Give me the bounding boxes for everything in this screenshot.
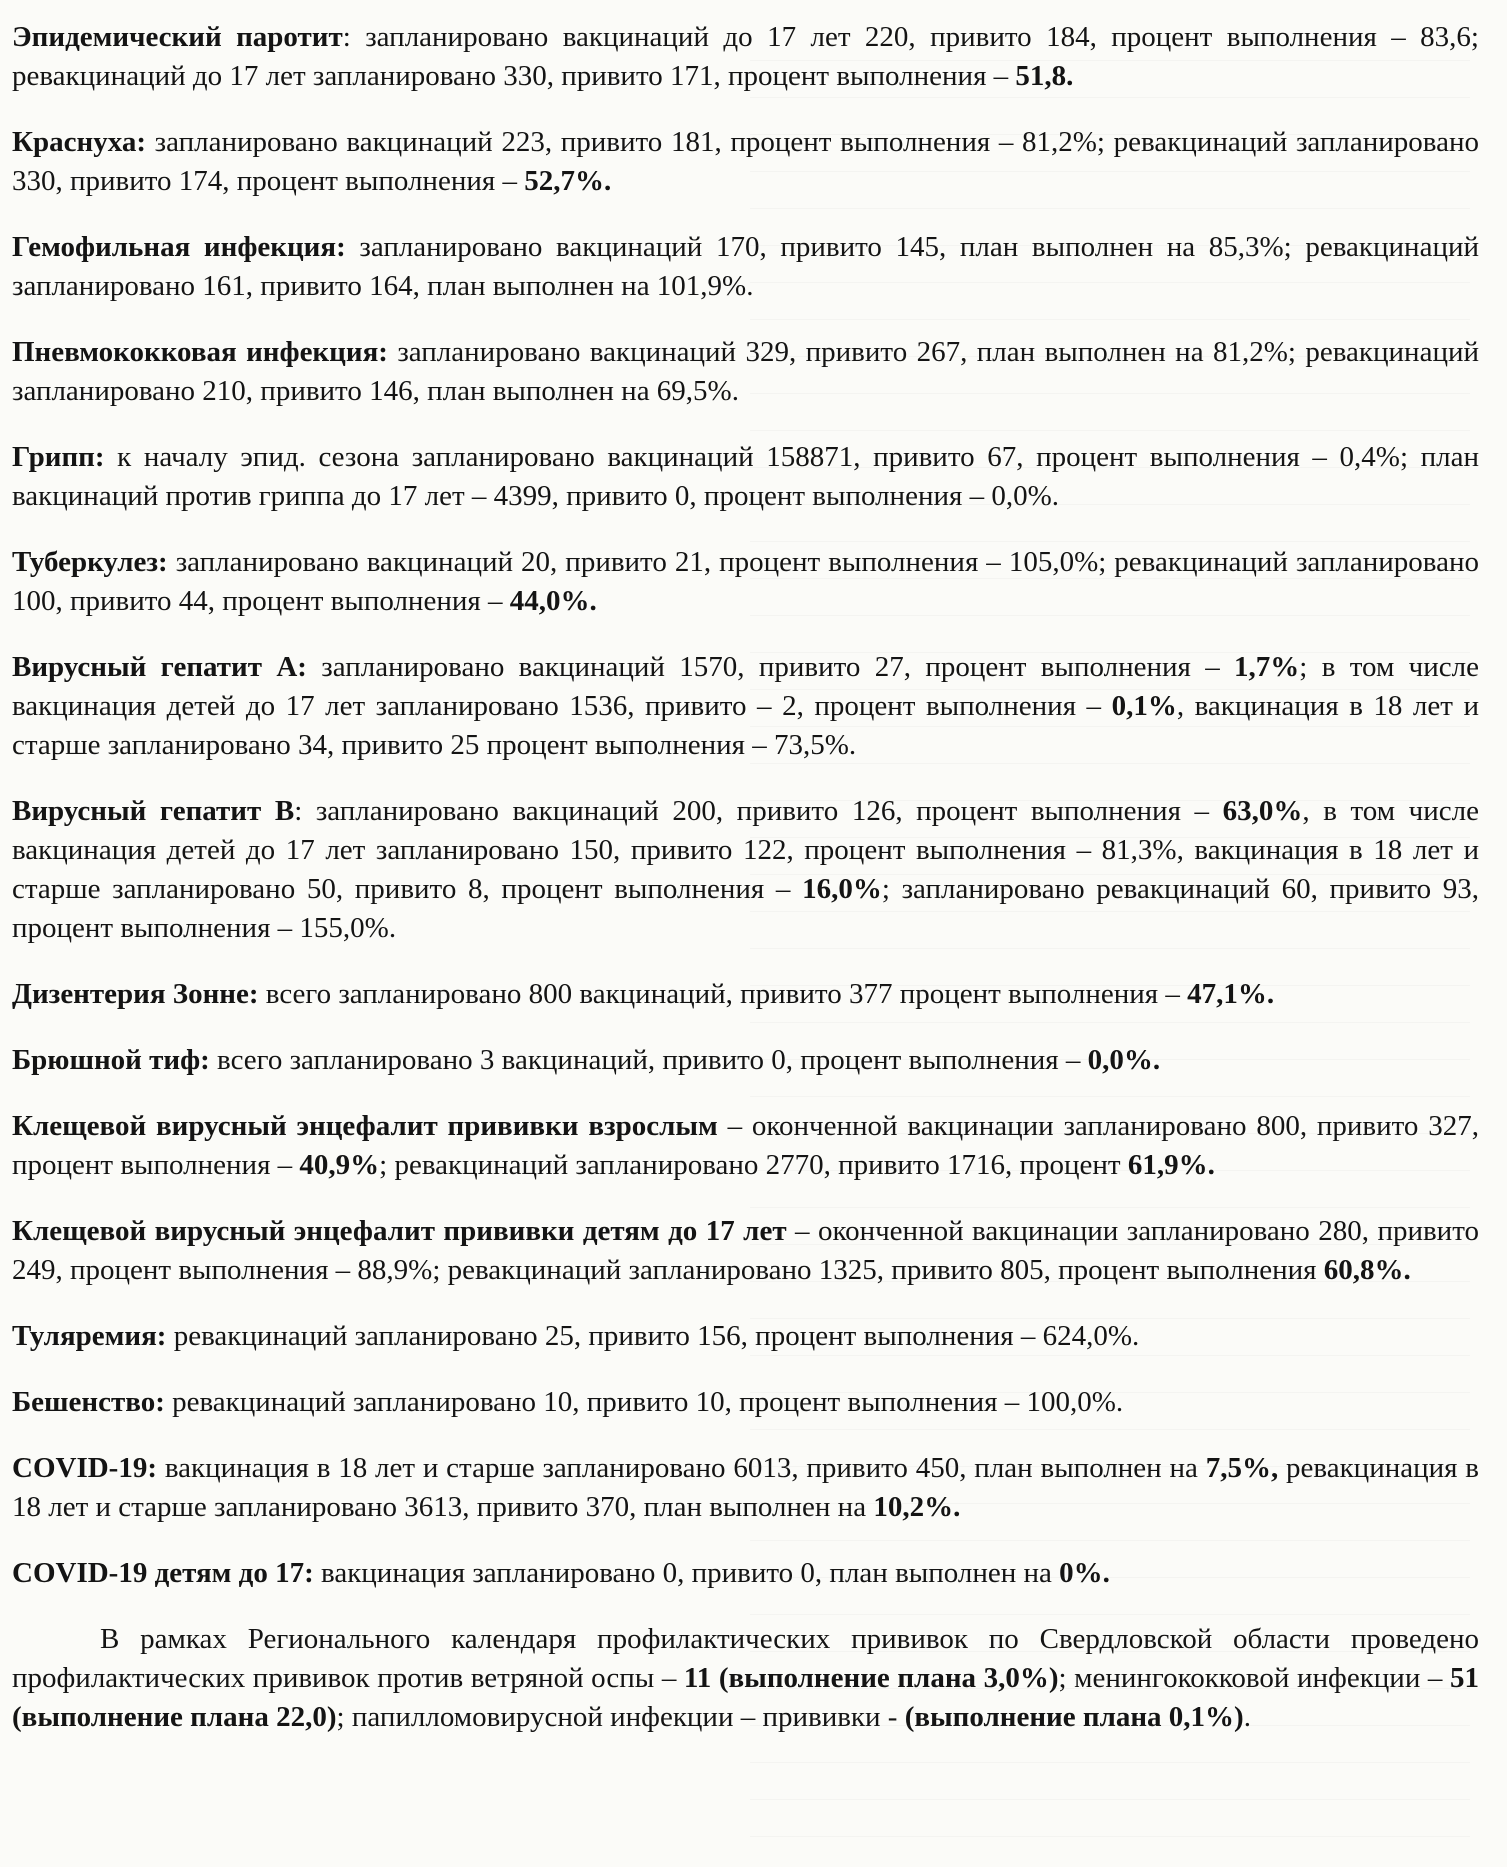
bold-text-run: 11 (выполнение плана 3,0%) (683, 1662, 1059, 1694)
bold-text-run: Вирусный гепатит А: (12, 651, 307, 683)
bold-text-run: Клещевой вирусный энцефалит прививки взрослым (12, 1110, 718, 1142)
bold-text-run: Дизентерия Зонне: (12, 978, 259, 1010)
text-run: – оконченной вакцинации запланировано 280, привито 249, процент выполнения – 88,9%; ревакцинаций запланировано 1325, привито 805, процент выполнения (12, 1215, 1479, 1286)
bold-text-run: Вирусный гепатит В (12, 795, 295, 827)
text-run: всего запланировано 800 вакцинаций, привито 377 процент выполнения – (258, 978, 1188, 1010)
vaccination-paragraph (12, 792, 1479, 948)
bold-text-run: 16,0% (802, 873, 882, 905)
bold-text-run: 0,0%. (1087, 1044, 1161, 1076)
text-run: ревакцинаций запланировано 10, привито 10, процент выполнения – 100,0%. (164, 1386, 1124, 1418)
text-run: ; ревакцинаций запланировано 2770, привито 1716, процент (379, 1149, 1128, 1181)
text-run: вакцинация запланировано 0, привито 0, план выполнен на (313, 1557, 1060, 1589)
bold-text-run: 44,0%. (509, 585, 597, 617)
text-run: В рамках Регионального календаря профилактических прививок по Свердловской области проведено профилактических прививок против ветряной оспы – (12, 1623, 1479, 1694)
bold-text-run: Пневмококковая инфекция: (12, 336, 388, 368)
vaccination-paragraph (12, 1212, 1479, 1290)
bold-text-run: Брюшной тиф: (12, 1044, 210, 1076)
vaccination-paragraph (12, 438, 1479, 516)
bold-text-run: 0,1% (1111, 690, 1177, 722)
bold-text-run: (выполнение плана 0,1%) (904, 1701, 1244, 1733)
text-run: к началу эпид. сезона запланировано вакцинаций 158871, привито 67, процент выполнения – 0,4%; план вакцинаций против гриппа до 17 лет – 4399, привито 0, процент выполнения – 0,0%. (12, 441, 1479, 512)
bold-text-run: COVID-19: (12, 1452, 157, 1484)
vaccination-paragraph (12, 123, 1479, 201)
bold-text-run: Краснуха: (12, 126, 147, 158)
text-run: . (1243, 1701, 1251, 1733)
vaccination-paragraph (12, 975, 1479, 1014)
vaccination-paragraph (12, 1449, 1479, 1527)
text-run: всего запланировано 3 вакцинаций, привито 0, процент выполнения – (209, 1044, 1088, 1076)
text-run: ; запланировано ревакцинаций 60, привито 93, процент выполнения – 155,0%. (12, 873, 1479, 944)
bold-text-run: Бешенство: (12, 1386, 165, 1418)
bold-text-run: 51,8. (1015, 60, 1074, 92)
bold-text-run: COVID-19 детям до 17: (12, 1557, 314, 1589)
vaccination-paragraph (12, 1107, 1479, 1185)
bold-text-run: 1,7% (1234, 651, 1300, 683)
vaccination-paragraph (12, 1317, 1479, 1356)
text-run: ревакцинаций запланировано 25, привито 156, процент выполнения – 624,0%. (166, 1320, 1140, 1352)
vaccination-paragraph (12, 1383, 1479, 1422)
regional-calendar-paragraph (12, 1620, 1479, 1737)
bold-text-run: 63,0% (1222, 795, 1303, 827)
bold-text-run: 40,9% (299, 1149, 380, 1181)
text-run: , в том числе вакцинация детей до 17 лет запланировано 150, привито 122, процент выполнения – 81,3%, вакцинация в 18 лет и старше запланировано 50, привито 8, процент выполнения – (12, 795, 1479, 905)
vaccination-paragraph (12, 648, 1479, 765)
text-run: вакцинация в 18 лет и старше запланировано 6013, привито 450, план выполнен на (157, 1452, 1206, 1484)
bold-text-run: Туляремия: (12, 1320, 167, 1352)
bold-text-run: Гемофильная инфекция: (12, 231, 346, 263)
text-run: : запланировано вакцинаций до 17 лет 220, привито 184, процент выполнения – 83,6; ревакцинаций до 17 лет запланировано 330, привито 171, процент выполнения – (12, 21, 1479, 92)
bold-text-run: Клещевой вирусный энцефалит прививки детям до 17 лет (12, 1215, 787, 1247)
bold-text-run: 7,5%, (1205, 1452, 1279, 1484)
vaccination-paragraph (12, 1041, 1479, 1080)
bold-text-run: 61,9%. (1127, 1149, 1215, 1181)
text-run: ; менингококковой инфекции – (1058, 1662, 1450, 1694)
text-run: ; в том числе вакцинация детей до 17 лет запланировано 1536, привито – 2, процент выполнения – (12, 651, 1479, 722)
text-run: запланировано вакцинаций 329, привито 267, план выполнен на 81,2%; ревакцинаций запланировано 210, привито 146, план выполнен на 69,5%. (12, 336, 1480, 407)
text-run: ; папилломовирусной инфекции – прививки - (336, 1701, 905, 1733)
bold-text-run: 51 (выполнение плана 22,0) (12, 1662, 1479, 1733)
bold-text-run: 10,2%. (873, 1491, 961, 1523)
bold-text-run: Туберкулез: (12, 546, 168, 578)
bold-text-run: 0%. (1059, 1557, 1110, 1589)
bold-text-run: 60,8%. (1323, 1254, 1411, 1286)
vaccination-paragraph (12, 543, 1479, 621)
vaccination-paragraph (12, 333, 1479, 411)
vaccination-paragraph (12, 18, 1479, 96)
text-run: : запланировано вакцинаций 200, привито 126, процент выполнения – (294, 795, 1223, 827)
bold-text-run: Грипп: (12, 441, 105, 473)
vaccination-paragraph (12, 1554, 1479, 1593)
text-run: запланировано вакцинаций 223, привито 181, процент выполнения – 81,2%; ревакцинаций запланировано 330, привито 174, процент выполнения – (12, 126, 1479, 197)
bold-text-run: 47,1%. (1187, 978, 1275, 1010)
bold-text-run: Эпидемический паротит (12, 21, 343, 53)
text-run: ревакцинация в 18 лет и старше запланировано 3613, привито 370, план выполнен на (12, 1452, 1479, 1523)
document-body (12, 18, 1479, 1737)
text-run: , вакцинация в 18 лет и старше запланировано 34, привито 25 процент выполнения – 73,5%. (12, 690, 1479, 761)
vaccination-paragraph (12, 228, 1479, 306)
bold-text-run: 52,7%. (524, 165, 612, 197)
text-run: – оконченной вакцинации запланировано 800, привито 327, процент выполнения – (12, 1110, 1479, 1181)
text-run: запланировано вакцинаций 1570, привито 27, процент выполнения – (306, 651, 1235, 683)
text-run: запланировано вакцинаций 20, привито 21, процент выполнения – 105,0%; ревакцинаций запланировано 100, привито 44, процент выполнения – (12, 546, 1479, 617)
text-run: запланировано вакцинаций 170, привито 145, план выполнен на 85,3%; ревакцинаций запланировано 161, привито 164, план выполнен на 101,9%. (12, 231, 1480, 302)
